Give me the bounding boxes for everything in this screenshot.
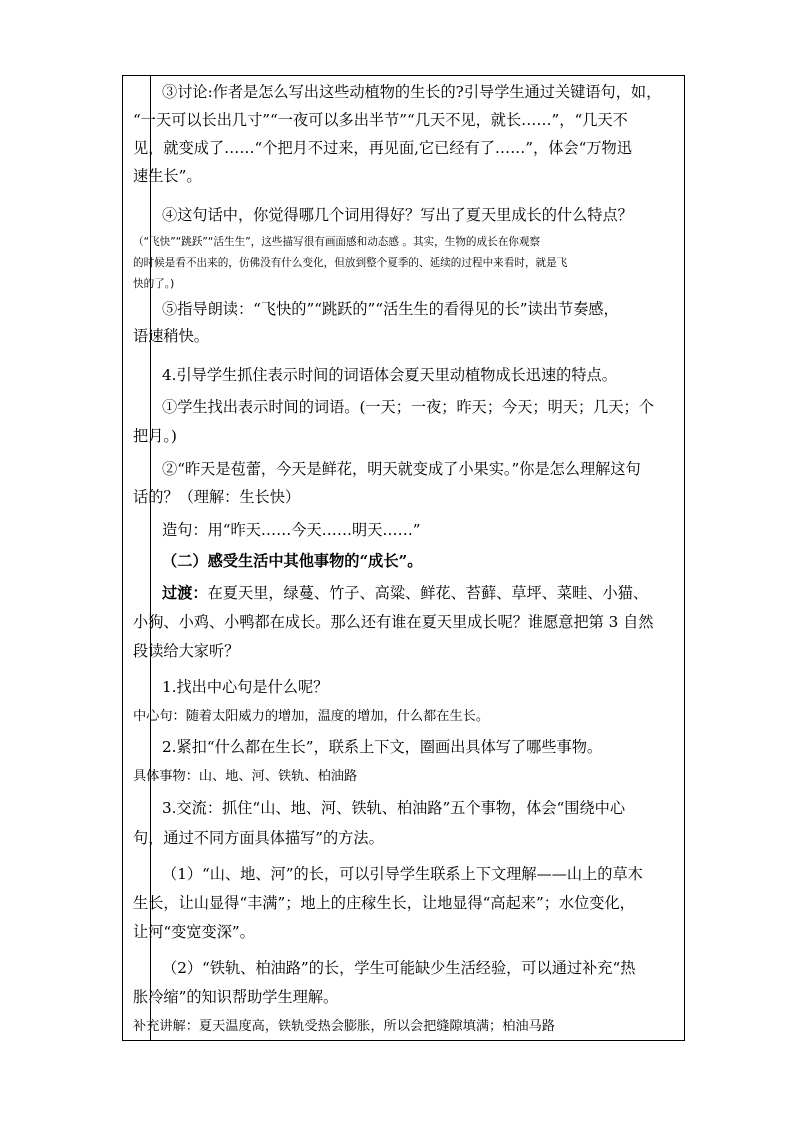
text-line: ①学生找出表示时间的词语。(一天；一夜；昨天；今天；明天；几天；个 — [162, 398, 654, 416]
text-line: 速生长”。 — [133, 167, 202, 185]
text-line: ②“昨天是苞蕾，今天是鲜花，明天就变成了小果实。”你是怎么理解这句 — [162, 460, 641, 478]
note-line: 具体事物：山、地、河、铁轨、柏油路 — [133, 769, 358, 784]
text-line: 小狗、小鸡、小鸭都在成长。那么还有谁在夏天里成长呢？谁愿意把第 3 自然 — [133, 613, 654, 631]
note-line: 补充讲解：夏天温度高，铁轨受热会膨胀，所以会把缝隙填满；柏油马路 — [133, 1019, 555, 1034]
note-line: 中心句：随着太阳威力的增加，温度的增加，什么都在生长。 — [133, 709, 490, 724]
text-line: “一天可以长出几寸”“一夜可以多出半节”“几天不见，就长……”，“几天不 — [133, 111, 628, 129]
transition-label: 过渡： — [162, 584, 208, 602]
text-line: 把月。) — [133, 427, 177, 445]
text-line: 造句：用“昨天……今天……明天……” — [162, 521, 421, 539]
text-line: （2）“铁轨、柏油路”的长，学生可能缺少生活经验，可以通过补充“热 — [162, 959, 636, 977]
section-heading: （二）感受生活中其他事物的“成长”。 — [162, 552, 423, 570]
text-line: 让河“变宽变深”。 — [133, 923, 255, 941]
text-line: 见，就变成了……“个把月不过来，再见面,它已经有了……”，体会“万物迅 — [133, 139, 632, 157]
note-line: 的时候是看不出来的，仿佛没有什么变化，但放到整个夏季的、延续的过程中来看时，就是飞 — [133, 257, 568, 269]
text-line: 段读给大家听？ — [133, 642, 240, 660]
text-line: 1.找出中心句是什么呢？ — [162, 678, 329, 696]
text-line: ⑤指导朗读：“飞快的”“跳跃的”“活生生的看得见的长”读出节奏感， — [162, 300, 619, 318]
text-line: 语速稍快。 — [133, 327, 209, 345]
text-line: ④这句话中，你觉得哪几个词用得好？写出了夏天里成长的什么特点？ — [162, 206, 633, 224]
text-line: 话的？（理解：生长快） — [133, 488, 301, 506]
text-line: 句，通过不同方面具体描写”的方法。 — [133, 829, 384, 847]
text-line: ③讨论:作者是怎么写出这些动植物的生长的?引导学生通过关键语句，如， — [162, 83, 662, 101]
text-line: 2.紧扣“什么都在生长”，联系上下文，圈画出具体写了哪些事物。 — [162, 738, 603, 756]
text-line: 生长，让山显得“丰满”；地上的庄稼生长，让地显得“高起来”；水位变化， — [133, 894, 635, 912]
text-line: 胀冷缩”的知识帮助学生理解。 — [133, 988, 339, 1006]
note-line: 快的了。) — [133, 278, 175, 290]
text-line: （1）“山、地、河”的长，可以引导学生联系上下文理解——山上的草木 — [162, 865, 643, 883]
text-line: 3.交流：抓住“山、地、河、铁轨、柏油路”五个事物，体会“围绕中心 — [162, 799, 626, 817]
note-line: （“飞快”“跳跃”“活生生”，这些描写很有画面感和动态感 。其实，生物的成长在你观察 — [133, 236, 541, 248]
text-line: 4.引导学生抓住表示时间的词语体会夏天里动植物成长迅速的特点。 — [162, 366, 617, 384]
text-line: 过渡：在夏天里，绿蔓、竹子、高粱、鲜花、苔藓、草坪、菜畦、小猫、 — [162, 584, 648, 602]
